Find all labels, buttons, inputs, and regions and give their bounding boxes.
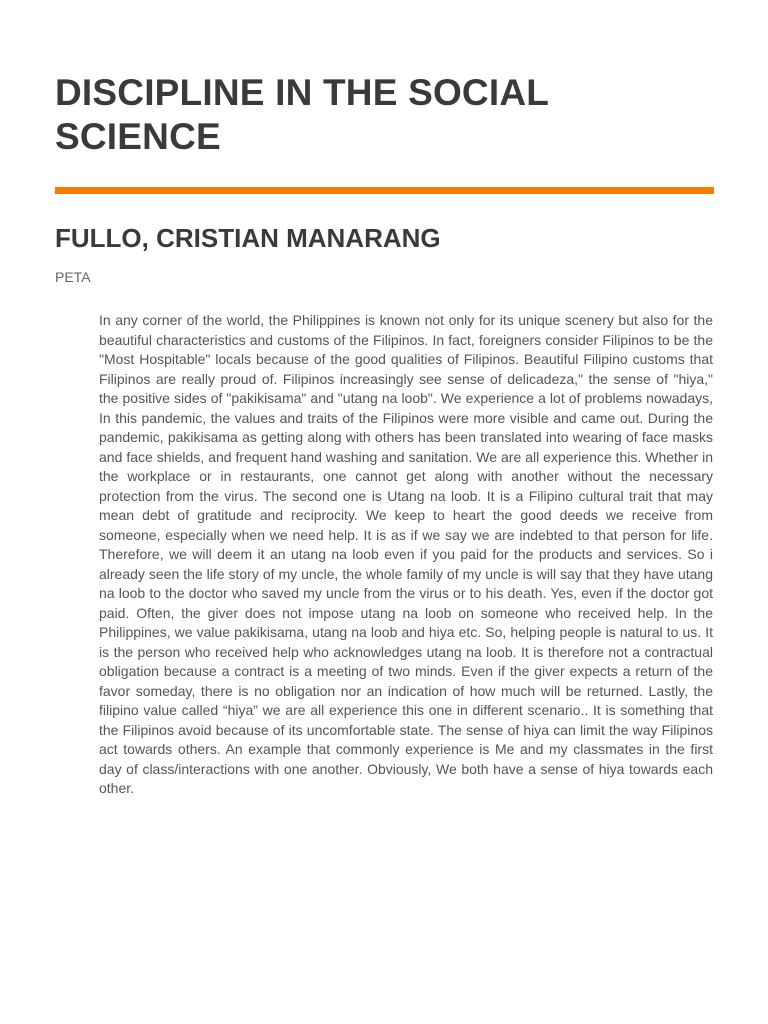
title-divider (55, 187, 714, 194)
author-name: FULLO, CRISTIAN MANARANG (55, 223, 441, 253)
document-subtitle: PETA (55, 269, 91, 285)
document-title: DISCIPLINE IN THE SOCIAL SCIENCE (55, 72, 549, 157)
essay-paragraph: In any corner of the world, the Philippines is known not only for its unique scenery but also for the beautiful characteristics and customs of the Filipinos. In fact, foreigners consider Filipinos to be the "Most Hospitable" locals because of the good qualities of Filipinos. Beautiful Filipino customs that Filipinos are really proud of. Filipinos increasingly see sense of delicadeza," the sense of "hiya," the positive sides of "pakikisama" and "utang na loob". We experience a lot of problems nowadays, In this pandemic, the values and traits of the Filipinos were more visible and came out. During the pandemic, pakikisama as getting along with others has been translated into wearing of face masks and face shields, and frequent hand washing and sanitation. We are all experience this. Whether in the workplace or in restaurants, one cannot get along with another without the necessary protection from the virus. The second one is Utang na loob. It is a Filipino cultural trait that may mean debt of gratitude and reciprocity. We keep to heart the good deeds we receive from someone, especially when we need help. It is as if we say we are indebted to that person for life. Therefore, we will deem it an utang na loob even if you paid for the products and services. So i already seen the life story of my uncle, the whole family of my uncle is will say that they have utang na loob to the doctor who saved my uncle from the virus or to his death. Yes, even if the doctor got paid. Often, the giver does not impose utang na loob on someone who received help. In the Philippines, we value pakikisama, utang na loob and hiya etc. So, helping people is natural to us. It is the person who received help who acknowledges utang na loob. It is therefore not a contractual obligation because a contract is a meeting of two minds. Even if the giver expects a return of the favor someday, there is no obligation nor an indication of how much will be returned. Lastly, the filipino value called “hiya” we are all experience this one in different scenario.. It is something that the Filipinos avoid because of its uncomfortable state. The sense of hiya can limit the way Filipinos act towards others. An example that commonly experience is Me and my classmates in the first day of class/interactions with one another. Obviously, We both have a sense of hiya towards each other. (99, 312, 713, 796)
